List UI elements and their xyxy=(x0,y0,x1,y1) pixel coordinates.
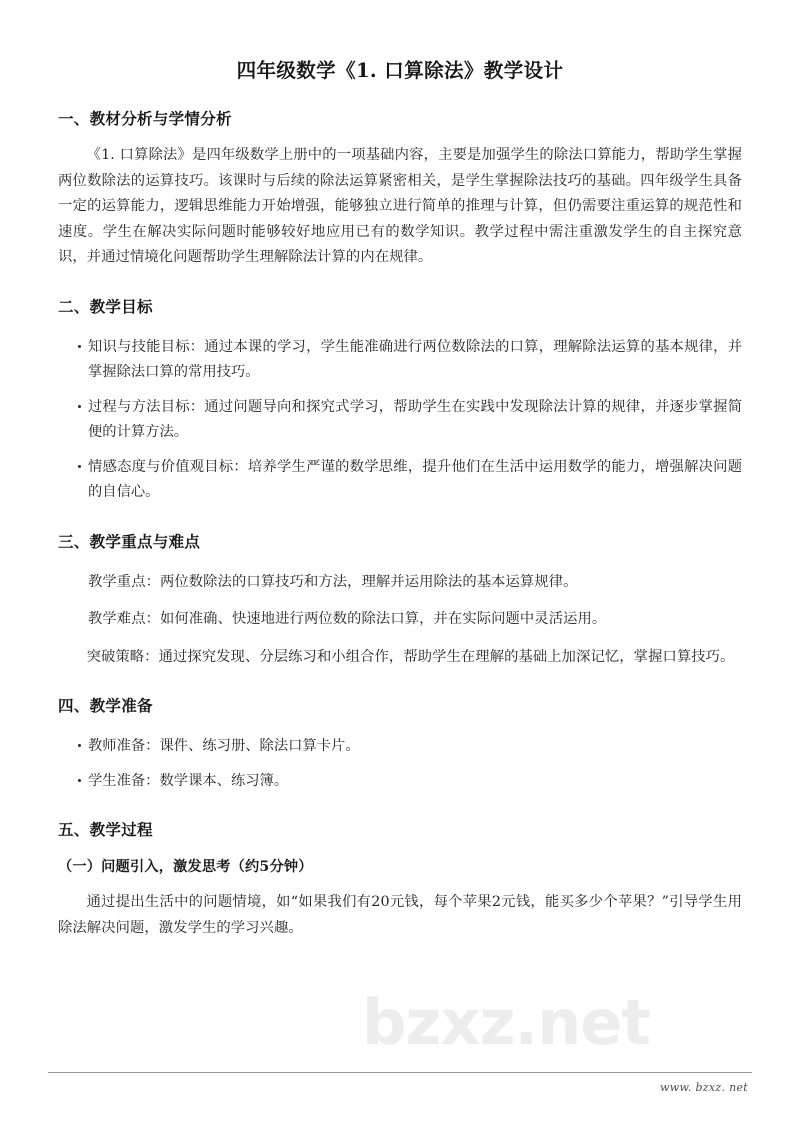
bullet-icon xyxy=(78,779,81,782)
spacer xyxy=(58,271,742,297)
list-item xyxy=(58,769,742,795)
list-item-text: 学生准备：数学课本、练习簿。 xyxy=(88,772,289,789)
footer-url: www. bzxz. net xyxy=(660,1081,748,1094)
section-teaching-preparation xyxy=(58,696,742,794)
bullet-icon xyxy=(78,465,81,468)
spacer xyxy=(58,717,742,734)
spacer xyxy=(58,130,742,143)
section-5-heading: 五、教学过程 xyxy=(58,820,153,840)
spacer xyxy=(58,553,742,570)
bullet-icon xyxy=(78,345,81,348)
spacer xyxy=(58,83,742,109)
section-teaching-process xyxy=(58,820,742,941)
list-item-text: 情感态度与价值观目标：培养学生严谨的数学思维，提升他们在生活中运用数学的能力，增强解决问题的自信心。 xyxy=(88,458,742,501)
section-1-heading: 一、教材分析与学情分析 xyxy=(58,109,232,129)
list-item-text: 过程与方法目标：通过问题导向和探究式学习，帮助学生在实践中发现除法计算的规律，并逐步掌握简便的计算方法。 xyxy=(88,398,742,441)
bullet-icon xyxy=(78,744,81,747)
objectives-list xyxy=(58,335,742,506)
document-content xyxy=(58,0,742,941)
bullet-icon xyxy=(78,405,81,408)
section-4-heading: 四、教学准备 xyxy=(58,696,153,716)
section-teaching-objectives xyxy=(58,297,742,506)
spacer xyxy=(58,841,742,858)
list-item xyxy=(58,734,742,760)
section-key-points-and-difficulties xyxy=(58,532,742,670)
page-title: 四年级数学《1. 口算除法》教学设计 xyxy=(236,59,564,82)
spacer xyxy=(58,506,742,532)
breakthrough-strategy-paragraph: 突破策略：通过探究发现、分层练习和小组合作，帮助学生在理解的基础上加深记忆，掌握口算技巧。 xyxy=(86,648,735,665)
spacer xyxy=(58,318,742,335)
subsection-1-paragraph: 通过提出生活中的问题情境，如“如果我们有20元钱，每个苹果2元钱，能买多少个苹果？”引导学生用除法解决问题，激发学生的学习兴趣。 xyxy=(58,894,742,936)
teaching-difficulty-paragraph: 教学难点：如何准确、快速地进行两位数的除法口算，并在实际问题中灵活运用。 xyxy=(88,611,607,628)
list-item-text: 知识与技能目标：通过本课的学习，学生能准确进行两位数除法的口算，理解除法运算的基本规律，并掌握除法口算的常用技巧。 xyxy=(88,338,742,381)
watermark: bzxz.net xyxy=(362,986,650,1059)
spacer xyxy=(58,670,742,696)
list-item xyxy=(58,335,742,386)
section-teaching-material-analysis xyxy=(58,109,742,270)
section-1-paragraph: 《1. 口算除法》是四年级数学上册中的一项基础内容，主要是加强学生的除法口算能力，帮助学生掌握两位数除法的运算技巧。该课时与后续的除法运算紧密相关，是学生掌握除法技巧的基础。四年级学生具备一定的运算能力，逻辑思维能力开始增强，能够独立进行简单的推理与计算，但仍需要注重运算的规范性和速度。学生在解决实际问题时能够较好地应用已有的数学知识。教学过程中需注重激发学生的自主探究意识，并通过情境化问题帮助学生理解除法计算的内在规律。 xyxy=(58,147,742,266)
preparation-list xyxy=(58,734,742,794)
section-2-heading: 二、教学目标 xyxy=(58,296,153,316)
footer-divider xyxy=(48,1072,752,1073)
spacer xyxy=(58,794,742,820)
teaching-focus-paragraph: 教学重点：两位数除法的口算技巧和方法，理解并运用除法的基本运算规律。 xyxy=(88,573,578,590)
spacer xyxy=(58,595,742,607)
subsection-1-heading: （一）问题引入，激发思考（约5分钟） xyxy=(58,858,313,875)
section-3-heading: 三、教学重点与难点 xyxy=(58,531,201,551)
list-item xyxy=(58,395,742,446)
spacer xyxy=(58,633,742,645)
list-item-text: 教师准备：课件、练习册、除法口算卡片。 xyxy=(88,738,360,755)
spacer xyxy=(58,877,742,890)
list-item xyxy=(58,455,742,506)
